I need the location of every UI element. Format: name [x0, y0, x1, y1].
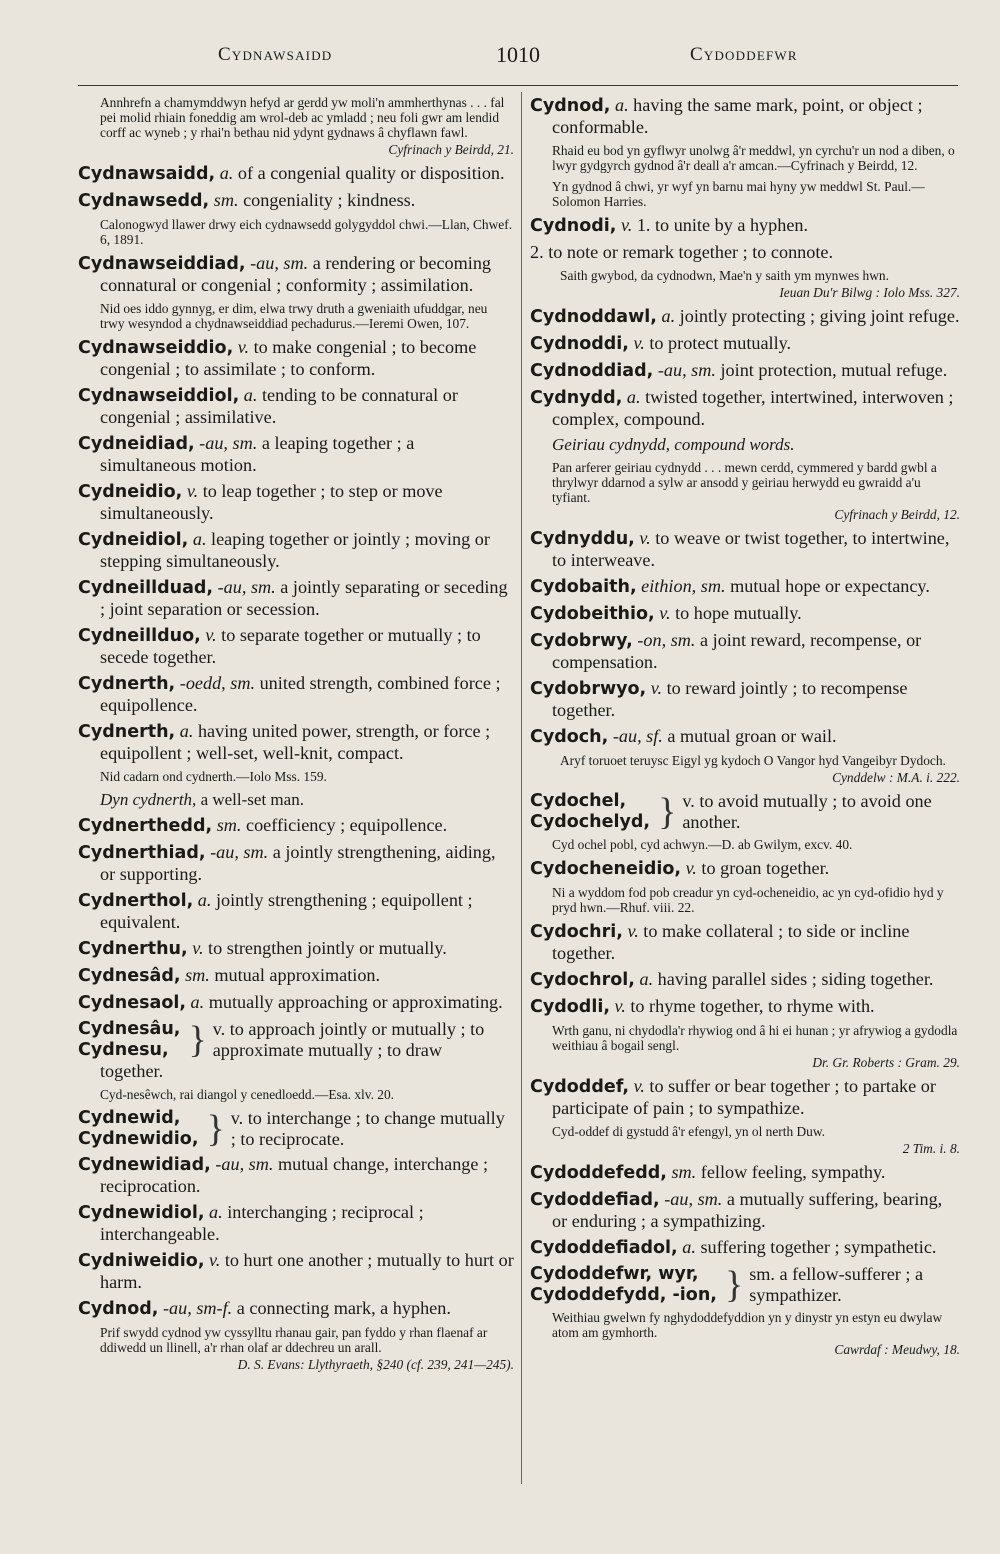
headword: Cydnerthol,: [78, 891, 194, 911]
citation: Prif swydd cydnod yw cyssylltu rhanau gair, pan fyddo y rhan flaenaf ar ddiwedd un llinell, a'r rhan olaf ar ddechreu un arall.: [100, 1325, 488, 1355]
definition: to rhyme together, to rhyme with.: [630, 996, 875, 1016]
definition: a mutual groan or wail.: [667, 726, 837, 746]
definition: to leap together ; to step or move simultaneously.: [100, 481, 443, 523]
headword: Cydochelyd,: [530, 812, 651, 832]
dictionary-entry: [78, 1298, 514, 1320]
citation: Cyd ochel pobl, cyd achwyn.—D. ab Gwilym, excv. 40.: [552, 837, 853, 852]
citation: Rhaid eu bod yn gyflwyr unolwg â'r meddwl, yn cyrchu'r un nod a diben, o lwyr gydgyrch gydnod â'r deall a'r amcan.—Cyfrinach y Beirdd, 12.: [552, 143, 955, 173]
dictionary-entry: [530, 1162, 960, 1184]
definition: 2. to note or remark together ; to connote.: [530, 242, 834, 262]
dictionary-entry: [530, 1189, 960, 1232]
part-of-speech: sm.: [216, 815, 242, 835]
part-of-speech: a.: [209, 1202, 223, 1222]
headword: Cydoddefiadol,: [530, 1238, 678, 1258]
dictionary-entry: [78, 721, 514, 764]
headword: Cydobrwy,: [530, 631, 633, 651]
definition: suffering together ; sympathetic.: [700, 1237, 937, 1257]
part-of-speech: -au, sm.: [657, 360, 716, 380]
definition: interchanging ; reciprocal ; interchangeable.: [100, 1202, 424, 1244]
citation: Nid oes iddo gynnyg, er dim, elwa trwy druth a gweniaith ufuddgar, neu trwy wesyndod a chydnawseiddiad pechadurus.—Ieremi Owen, 107.: [100, 301, 488, 331]
part-of-speech: -oedd, sm.: [179, 673, 256, 693]
part-of-speech: -au, sm.: [664, 1189, 723, 1209]
part-of-speech: v.: [627, 921, 639, 941]
headword: Cydneidio,: [78, 482, 183, 502]
dictionary-entry: [530, 360, 960, 382]
headword: Cydnawseiddiol,: [78, 386, 240, 406]
headword: Cydoddef,: [530, 1077, 630, 1097]
brace: }: [188, 1019, 207, 1061]
dictionary-entry: [78, 253, 514, 296]
part-of-speech: sm.: [185, 965, 210, 985]
dictionary-entry: [530, 1237, 960, 1259]
citation: Cyd-oddef di gystudd â'r efengyl, yn ol nerth Duw.: [552, 1124, 826, 1139]
headword: Cydochel,: [530, 791, 627, 811]
definition: v. to avoid mutually ; to avoid one another.: [682, 791, 932, 832]
definition: v. to approach jointly or mutually ; to approximate mutually ; to draw: [212, 1019, 485, 1060]
headword: Cydnod,: [78, 1299, 159, 1319]
definition: a joint reward, recompense, or compensation.: [552, 630, 922, 672]
citation-source: Ieuan Du'r Bilwg : Iolo Mss. 327.: [779, 285, 960, 300]
citation: Nid cadarn ond cydnerth.—Iolo Mss. 159.: [100, 769, 327, 784]
header-rule: [78, 85, 958, 86]
definition: mutual hope or expectancy.: [730, 576, 930, 596]
dictionary-entry: [530, 678, 960, 721]
dictionary-entry: [78, 1250, 514, 1293]
definition: jointly protecting ; giving joint refuge.: [679, 306, 960, 326]
headword: Cydoddefydd, -ion,: [530, 1285, 717, 1305]
headword: Cydnewidio,: [78, 1129, 199, 1149]
dictionary-entry: [78, 890, 514, 933]
headword: Cydnewid,: [78, 1108, 181, 1128]
part-of-speech: -au, sm.: [215, 1154, 274, 1174]
headword: Cydnawsedd,: [78, 191, 210, 211]
definition: congeniality ; kindness.: [243, 190, 416, 210]
headword: Cydnyddu,: [530, 529, 635, 549]
headword: Cydoddefiad,: [530, 1190, 660, 1210]
citation-source: 2 Tim. i. 8.: [902, 1141, 960, 1156]
headword: Cydnawseiddiad,: [78, 254, 246, 274]
definition: to make congenial ; to become congenial ; to assimilate ; to conform.: [100, 337, 477, 379]
part-of-speech: -au, sm.: [199, 433, 258, 453]
part-of-speech: v.: [633, 333, 645, 353]
headword: Cydneillduad,: [78, 578, 214, 598]
example-meaning: a well-set man.: [200, 790, 304, 809]
definition-continuation: together.: [100, 1061, 164, 1081]
definition: leaping together or jointly ; moving or stepping simultaneously.: [100, 529, 490, 571]
part-of-speech: v.: [639, 528, 651, 548]
definition: to separate together or mutually ; to secede together.: [100, 625, 481, 667]
dictionary-entry: [78, 1202, 514, 1245]
headword: Cydnawsaidd,: [78, 164, 216, 184]
paired-headwords: [78, 1019, 180, 1061]
dictionary-entry: [530, 215, 960, 237]
headword: Cydnodi,: [530, 216, 617, 236]
headword: Cydnesâd,: [78, 966, 181, 986]
dictionary-entry: [78, 625, 514, 668]
part-of-speech: a.: [614, 95, 629, 115]
headword: Cydoddefwr, wyr,: [530, 1264, 699, 1284]
definition: a jointly separating or seceding ; joint separation or secession.: [100, 577, 508, 619]
paired-headwords: [78, 1108, 198, 1150]
usage-example: [78, 790, 514, 810]
definition: coefficiency ; equipollence.: [246, 815, 448, 835]
dictionary-entry: [78, 1154, 514, 1197]
headword: Cydnydd,: [530, 388, 623, 408]
dictionary-entry: [78, 938, 514, 960]
headword: Cydochri,: [530, 922, 623, 942]
part-of-speech: a.: [192, 529, 207, 549]
definition: a rendering or becoming connatural or congenial ; conformity ; assimilation.: [100, 253, 492, 295]
citation-source: D. S. Evans: Llythyraeth, §240 (cf. 239, 241—245).: [237, 1357, 514, 1372]
dictionary-entry: [78, 481, 514, 524]
part-of-speech: eithion, sm.: [641, 576, 726, 596]
dictionary-entry: [78, 385, 514, 428]
part-of-speech: a.: [219, 163, 234, 183]
part-of-speech: -au, sm.: [250, 253, 309, 273]
dictionary-entry: [530, 726, 960, 748]
dictionary-entry: [530, 603, 960, 625]
definition: 1. to unite by a hyphen.: [636, 215, 809, 235]
dictionary-entry: [530, 630, 960, 673]
dictionary-entry: [78, 577, 514, 620]
page-number: 1010: [496, 42, 540, 67]
example-phrase: Dyn cydnerth,: [100, 790, 197, 809]
dictionary-entry: [78, 190, 514, 212]
definition: a leaping together ; a simultaneous motion.: [100, 433, 415, 475]
headword: Cydoddefedd,: [530, 1163, 667, 1183]
part-of-speech: v.: [237, 337, 250, 357]
paired-headwords: [530, 1264, 717, 1306]
definition: a jointly strengthening, aiding, or supporting.: [100, 842, 496, 884]
citation: Yn gydnod â chwi, yr wyf yn barnu mai hyny yw meddwl St. Paul.—Solomon Harries.: [552, 179, 925, 209]
headword: Cydnesu,: [78, 1040, 169, 1060]
definition: a connecting mark, a hyphen.: [236, 1298, 451, 1318]
definition: tending to be connatural or congenial ; assimilative.: [100, 385, 458, 427]
dictionary-entry: [530, 306, 960, 328]
part-of-speech: sm.: [213, 190, 239, 210]
dictionary-entry: [78, 163, 514, 185]
headword: Cydochrol,: [530, 970, 635, 990]
part-of-speech: -au, sm.: [217, 577, 276, 597]
part-of-speech: v.: [186, 481, 199, 501]
citation: Annhrefn a chamymddwyn hefyd ar gerdd yw moli'n ammherthynas . . . fal pei molid rhiain foneddig am wrol-deb ac ymladd ; neu foli gwr am lendid corff ac wyneb ; y rhai'n bethau nid ydynt gydnaws â chyflawn fawl.: [100, 95, 505, 140]
citation-source: Cawrdaf : Meudwy, 18.: [834, 1342, 960, 1357]
dictionary-entry: [78, 992, 514, 1014]
part-of-speech: sm.: [671, 1162, 697, 1182]
dictionary-entry: [530, 528, 960, 571]
verse-citation: Saith gwybod, da cydnodwn, Mae'n y saith ym mynwes hwn.: [560, 268, 889, 283]
headword: Cydnerthiad,: [78, 843, 206, 863]
dictionary-entry: [530, 387, 960, 430]
headword: Cydnerth,: [78, 674, 176, 694]
part-of-speech: v.: [633, 1076, 645, 1096]
part-of-speech: -on, sm.: [637, 630, 696, 650]
header-right-guideword: Cydoddefwr: [690, 44, 798, 65]
dictionary-entry: [78, 673, 514, 716]
brace: }: [724, 1264, 744, 1306]
headword: Cydneidiad,: [78, 434, 195, 454]
headword: Cydobeithio,: [530, 604, 655, 624]
verse-citation: Aryf toruoet teruysc Eigyl yg kydoch O Vangor hyd Vangeibyr Dydoch.: [560, 753, 946, 768]
left-column: [78, 95, 514, 1378]
headword: Cydobaith,: [530, 577, 637, 597]
part-of-speech: a.: [179, 721, 194, 741]
headword: Cydneidiol,: [78, 530, 189, 550]
definition: fellow feeling, sympathy.: [700, 1162, 886, 1182]
part-of-speech: v.: [650, 678, 663, 698]
citation: Pan arferer geiriau cydnydd . . . mewn cerdd, cymmered y bardd gwbl a thrylwyr ddarnod a sylw ar ansodd y geiriau herwydd eu gwraidd a'u tyfiant.: [552, 460, 937, 505]
headword: Cydnod,: [530, 96, 611, 116]
paired-entry: [78, 1019, 514, 1061]
headword: Cydnoddi,: [530, 334, 629, 354]
running-header: [78, 44, 958, 74]
definition: jointly strengthening ; equipollent ; equivalent.: [100, 890, 473, 932]
citation: Cyd-nesêwch, rai diangol y cenedloedd.—Esa. xlv. 20.: [100, 1087, 395, 1102]
column-divider: [521, 92, 522, 1484]
paired-headwords: [530, 791, 650, 833]
right-column: [530, 95, 960, 1363]
dictionary-entry: [530, 921, 960, 964]
definition: to protect mutually.: [649, 333, 792, 353]
definition: sm. a fellow-sufferer ; a sympathizer.: [749, 1264, 924, 1305]
definition: united strength, combined force ; equipollence.: [100, 673, 501, 715]
citation: Wrth ganu, ni chydodla'r rhywiog ond â hi ei hunan ; yr afrywiog a gydodla weithiau â bogail sengl.: [552, 1023, 958, 1053]
part-of-speech: -au, sm.: [210, 842, 269, 862]
part-of-speech: v.: [192, 938, 204, 958]
citation-source: Cyfrinach y Beirdd, 12.: [834, 507, 960, 522]
dictionary-entry: [530, 1076, 960, 1119]
headword: Cydnewidiad,: [78, 1155, 211, 1175]
header-left-guideword: Cydnawsaidd: [218, 44, 333, 65]
citation-source: Cynddelw : M.A. i. 222.: [832, 770, 960, 785]
headword: Cydnoddawl,: [530, 307, 657, 327]
headword: Cydnawseiddio,: [78, 338, 234, 358]
part-of-speech: a.: [197, 890, 212, 910]
part-of-speech: a.: [190, 992, 205, 1012]
citation: Calonogwyd llawer drwy eich cydnawsedd golygyddol chwi.—Llan, Chwef. 6, 1891.: [100, 217, 513, 247]
definition: of a congenial quality or disposition.: [237, 163, 505, 183]
dictionary-entry: [530, 996, 960, 1018]
headword: Cydobrwyo,: [530, 679, 647, 699]
part-of-speech: v.: [659, 603, 671, 623]
definition: to reward jointly ; to recompense together.: [552, 678, 908, 720]
dictionary-entry: [530, 576, 960, 598]
citation-source: Dr. Gr. Roberts : Gram. 29.: [812, 1055, 960, 1070]
part-of-speech: v.: [205, 625, 217, 645]
definition: to make collateral ; to side or incline together.: [552, 921, 910, 963]
part-of-speech: a.: [626, 387, 641, 407]
citation: Weithiau gwelwn fy nghydoddefyddion yn y dinystr yn estyn eu dwylaw atom am gymhorth.: [552, 1310, 943, 1340]
brace: }: [658, 791, 677, 833]
dictionary-entry: [78, 433, 514, 476]
definition: to hurt one another ; mutually to hurt or harm.: [100, 1250, 514, 1292]
dictionary-entry: [78, 965, 514, 987]
headword: Cydnesaol,: [78, 993, 186, 1013]
definition: mutually approaching or approximating.: [208, 992, 503, 1012]
citation: Ni a wyddom fod pob creadur yn cyd-ocheneidio, ac yn cyd-ofidio hyd y pryd hwn.—Rhuf. viii. 22.: [552, 885, 944, 915]
definition: to suffer or bear together ; to partake or participate of pain ; to sympathize.: [552, 1076, 936, 1118]
part-of-speech: v.: [209, 1250, 221, 1270]
part-of-speech: v.: [614, 996, 626, 1016]
headword: Cydnoddiad,: [530, 361, 654, 381]
headword: Cydnerthu,: [78, 939, 188, 959]
headword: Cydniweidio,: [78, 1251, 205, 1271]
dictionary-entry: [530, 333, 960, 355]
part-of-speech: v.: [685, 858, 697, 878]
headword: Cydnerth,: [78, 722, 176, 742]
part-of-speech: a.: [682, 1237, 696, 1257]
dictionary-entry: [530, 242, 960, 263]
paired-entry: [530, 791, 960, 833]
part-of-speech: -au, sm-f.: [162, 1298, 233, 1318]
dictionary-entry: [530, 858, 960, 880]
headword: Cydodli,: [530, 997, 610, 1017]
definition: mutual approximation.: [214, 965, 381, 985]
citation-source: Cyfrinach y Beirdd, 21.: [388, 142, 514, 157]
definition: having united power, strength, or force ; equipollent ; well-set, well-knit, compact.: [100, 721, 491, 763]
definition: to hope mutually.: [675, 603, 802, 623]
headword: Cydnesâu,: [78, 1019, 181, 1039]
dictionary-entry: [78, 815, 514, 837]
headword: Cydocheneidio,: [530, 859, 682, 879]
paired-entry: [78, 1108, 514, 1150]
dictionary-entry: [530, 95, 960, 138]
definition: v. to interchange ; to change mutually ; to reciprocate.: [230, 1108, 505, 1149]
usage-example: Geiriau cydnydd, compound words.: [552, 435, 795, 454]
dictionary-entry: [78, 842, 514, 885]
part-of-speech: -au, sf.: [612, 726, 663, 746]
definition: mutual change, interchange ; reciprocation.: [100, 1154, 489, 1196]
definition: to groan together.: [701, 858, 830, 878]
part-of-speech: a.: [243, 385, 258, 405]
dictionary-entry: [78, 529, 514, 572]
definition: joint protection, mutual refuge.: [720, 360, 948, 380]
definition: having the same mark, point, or object ; conformable.: [552, 95, 923, 137]
dictionary-entry: [530, 969, 960, 991]
headword: Cydoch,: [530, 727, 609, 747]
dictionary-entry: [78, 337, 514, 380]
part-of-speech: a.: [661, 306, 676, 326]
headword: Cydnerthedd,: [78, 816, 213, 836]
part-of-speech: a.: [639, 969, 654, 989]
definition: to strengthen jointly or mutually.: [208, 938, 447, 958]
definition: a mutually suffering, bearing, or enduring ; a sympathizing.: [552, 1189, 943, 1231]
part-of-speech: v.: [620, 215, 633, 235]
paired-entry: [530, 1264, 960, 1306]
headword: Cydneillduo,: [78, 626, 201, 646]
brace: }: [206, 1108, 225, 1150]
definition: to weave or twist together, to intertwine, to interweave.: [552, 528, 950, 570]
definition: having parallel sides ; siding together.: [657, 969, 934, 989]
definition: twisted together, intertwined, interwoven ; complex, compound.: [552, 387, 954, 429]
headword: Cydnewidiol,: [78, 1203, 205, 1223]
